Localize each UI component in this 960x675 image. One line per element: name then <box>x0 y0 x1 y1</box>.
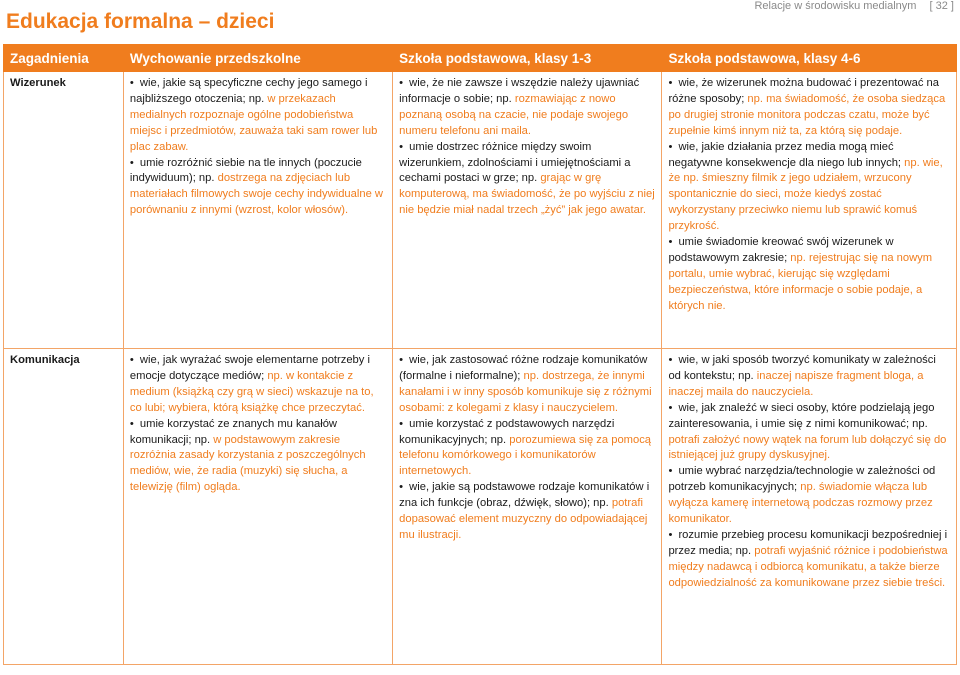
example-text: w podstawowym zakresie rozróżnia zasady korzystania z poszczególnych mediów, wie, że radia (muzyki) się słucha, a telewizję (film) ogląda. <box>129 433 366 494</box>
bullet-icon: • <box>668 140 673 153</box>
competence-text: umie dostrzec różnice między swoim wizerunkiem, zdolnościami i umiejętnościami a cechami postaci w grze; np. <box>399 140 631 185</box>
header-grades-4-6: Szkoła podstawowa, klasy 4-6 <box>662 45 957 72</box>
bullet-icon: • <box>668 354 673 366</box>
bullet-icon: • <box>668 77 673 89</box>
example-text: potrafi założyć nowy wątek na forum lub dołączyć się do istniejącej już grupy dyskusyjnej. <box>668 433 947 462</box>
bullet-icon: • <box>399 140 404 153</box>
row-label: Komunikacja <box>4 349 124 665</box>
page-title: Edukacja formalna – dzieci <box>6 10 275 33</box>
bullet-icon: • <box>129 354 134 366</box>
bullet-icon: • <box>129 417 134 430</box>
list-item <box>668 528 950 592</box>
bullet-icon: • <box>668 236 673 249</box>
list-item <box>668 353 950 401</box>
list-item <box>130 156 386 220</box>
running-head <box>754 0 954 12</box>
bullet-icon: • <box>399 354 404 366</box>
list-item <box>668 76 950 140</box>
example-text: np. świadomie włącza lub wyłącza kamerę internetową podczas rozmowy przez komunikator. <box>668 481 933 526</box>
example-text: np. wie, że np. śmieszny filmik z jego udziałem, wrzucony spontanicznie do sieci, może kiedyś zostać wykorzystany przeciwko niemu lub sprawić komuś przykrość. <box>668 156 943 233</box>
competence-text: wie, jakie działania przez media mogą mieć negatywne konsekwencje dla niego lub innych; <box>668 140 902 169</box>
example-text: w przekazach medialnych rozpoznaje ogólne podobieństwa miejsc i przedmiotów, zauważa taki sam rower lub plac zabaw. <box>129 92 378 153</box>
list-item <box>399 353 655 417</box>
example-text: grając w grę komputerową, ma świadomość, że po wyjściu z niej nie będzie miał nadal trzech „żyć” jak jego awatar. <box>399 172 655 217</box>
bullet-icon: • <box>668 401 673 414</box>
list-item <box>668 401 950 465</box>
example-text: rozmawiając z nowo poznaną osobą na czacie, nie podaje swojego numeru telefonu ani maila. <box>399 92 629 137</box>
list-item <box>130 76 386 156</box>
bullet-icon: • <box>399 417 404 430</box>
example-text: np. w kontakcie z medium (książką czy grą w sieci) wskazuje na to, co lubi; wybiera, którą książkę chce przeczytać. <box>129 369 374 414</box>
table-cell <box>393 349 662 665</box>
competence-text: umie korzystać ze znanych mu kanałów komunikacji; np. <box>129 417 338 446</box>
curriculum-table <box>3 44 957 665</box>
competence-text: umie rozróżnić siebie na tle innych (poczucie indywiduum); np. <box>129 156 362 185</box>
example-text: inaczej napisze fragment bloga, a inaczej maila do nauczyciela. <box>668 369 924 398</box>
competence-text: wie, że wizerunek można budować i prezentować na różne sposoby; <box>668 77 939 105</box>
list-item <box>130 353 386 417</box>
competence-text: wie, jakie są specyficzne cechy jego samego i najbliższego otoczenia; np. <box>129 77 368 105</box>
list-item <box>668 140 950 235</box>
list-item <box>399 417 655 481</box>
example-text: np. dostrzega, że innymi kanałami i w inny sposób komunikuje się z różnymi osobami: z kolegami z klasy i nauczycielem. <box>399 369 652 414</box>
list-item <box>130 417 386 497</box>
table-cell <box>662 72 957 349</box>
competence-text: wie, jak zastosować różne rodzaje komunikatów (formalne i nieformalne); <box>399 354 648 382</box>
header-topics: Zagadnienia <box>4 45 124 72</box>
example-text: np. rejestrując się na nowym portalu, umie wybrać, kierując się względami bezpieczeństwa, które informacje o sobie podaje, a których nie. <box>668 251 933 312</box>
bullet-icon: • <box>668 528 673 541</box>
bullet-icon: • <box>399 77 404 89</box>
bullet-icon: • <box>399 481 404 494</box>
example-text: dostrzega na zdjęciach lub materiałach filmowych swoje cechy indywidualne w porównaniu z innymi (wzrost, kolor włosów). <box>129 172 383 217</box>
list-item <box>668 464 950 528</box>
example-text: porozumiewa się za pomocą telefonu komórkowego i komunikatorów internetowych. <box>399 433 652 478</box>
table-row <box>4 349 957 665</box>
competence-text: umie wybrać narzędzia/technologie w zależności od potrzeb komunikacyjnych; <box>668 465 936 494</box>
competence-text: wie, w jaki sposób tworzyć komunikaty w zależności od kontekstu; np. <box>668 354 936 382</box>
table-cell <box>123 349 392 665</box>
example-text: potrafi wyjaśnić różnice i podobieństwa między nadawcą i odbiorcą komunikatu, a także bierze odpowiedzialność za komunikowane przez siebie treści. <box>668 544 948 589</box>
bullet-icon: • <box>668 465 673 478</box>
table-row <box>4 72 957 349</box>
bullet-icon: • <box>129 77 134 89</box>
example-text: potrafi dopasować element muzyczny do odpowiadającej mu ilustracji. <box>399 497 648 541</box>
competence-text: wie, że nie zawsze i wszędzie należy ujawniać informacje o sobie; np. <box>399 77 640 105</box>
competence-text: wie, jakie są podstawowe rodzaje komunikatów i zna ich funkcje (obraz, dźwięk, słowo); np. <box>399 481 650 510</box>
list-item <box>399 76 655 140</box>
page-number: [ 32 ] <box>929 0 954 12</box>
example-text: np. ma świadomość, że osoba siedząca po drugiej stronie monitora podczas czatu, może być zupełnie kimś innym niż ta, za którą się podaje. <box>668 92 946 137</box>
row-label: Wizerunek <box>4 72 124 349</box>
list-item <box>399 140 655 220</box>
competence-text: wie, jak znaleźć w sieci osoby, które podzielają jego zainteresowania, i umie się z nimi komunikować; np. <box>668 401 935 430</box>
header-grades-1-3: Szkoła podstawowa, klasy 1-3 <box>393 45 662 72</box>
list-item <box>668 235 950 315</box>
table-cell <box>393 72 662 349</box>
competence-text: wie, jak wyrażać swoje elementarne potrzeby i emocje dotyczące mediów; <box>129 354 370 382</box>
bullet-icon: • <box>129 156 134 169</box>
competence-text: umie świadomie kreować swój wizerunek w podstawowym zakresie; <box>668 236 894 264</box>
table-header-row <box>4 45 957 72</box>
competence-text: umie korzystać z podstawowych narzędzi komunikacyjnych; np. <box>399 417 615 446</box>
list-item <box>399 480 655 544</box>
table-cell <box>662 349 957 665</box>
header-preschool: Wychowanie przedszkolne <box>123 45 392 72</box>
competence-text: rozumie przebieg procesu komunikacji bezpośredniej i przez media; np. <box>668 528 948 557</box>
table-cell <box>123 72 392 349</box>
running-head-title: Relacje w środowisku medialnym <box>754 0 917 12</box>
